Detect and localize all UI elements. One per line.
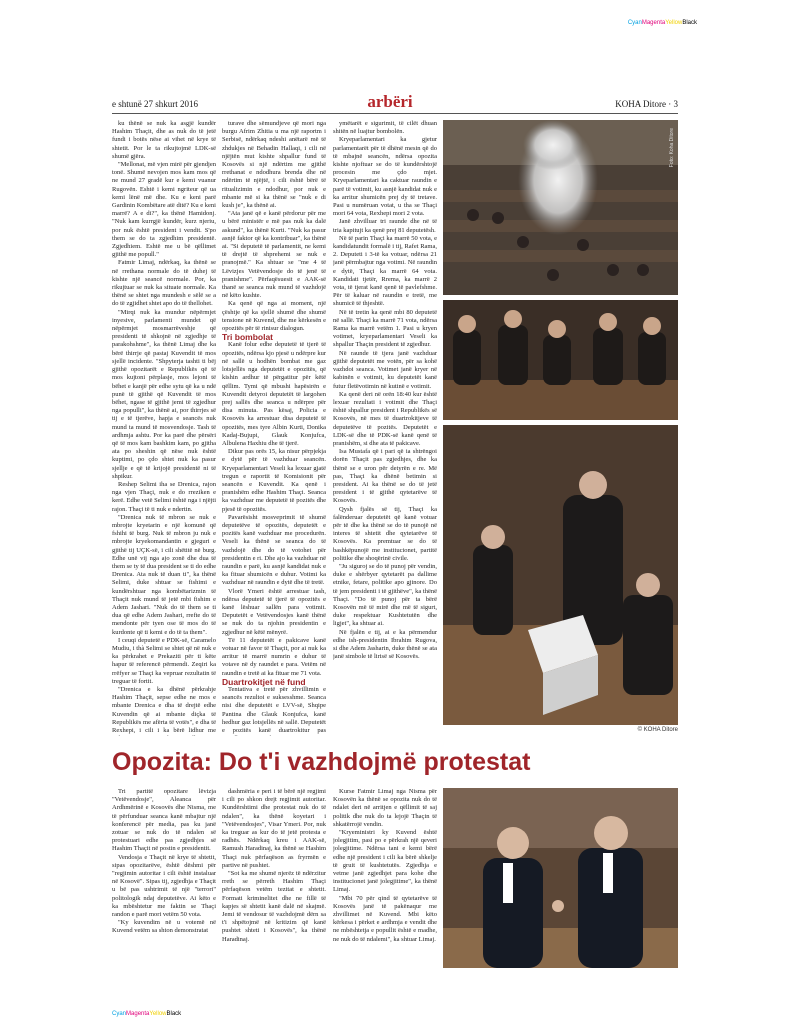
article-top-column-1 <box>112 120 216 736</box>
photo-credit: Foto: Koha Ditore <box>669 128 675 168</box>
photo-caption: © KOHA Ditore <box>637 727 678 733</box>
photo-handshake-image <box>443 788 678 968</box>
paragraph: "Mbi 70 për qind të qytetarëve të Kosovës janë të pakënaqur me zhvillimet në Kuvend. Mbi këto kërkesa i përket e ardhmja e vendit dhe ne mbështetja e popullit është e madhe, ne nuk do të ndalemi", ka shtuar Limaj. <box>333 894 437 943</box>
paragraph: Kurse Fatmir Limaj nga Nisma për Kosovën ka thënë se opozita nuk do të ndalet deri në arritjen e qëllimit të saj politik dhe nuk do ta lejojë Thaçin të shkatërrojë vendin. <box>333 788 437 828</box>
paragraph: ymëtarët e sigurimit, të cilët dhuan shitën në luajtur bombolën. <box>333 120 437 136</box>
paragraph: Ka qenë që nga ai moment, një çështje që ka sjellë shumë dhe shumë tensione në Kuvend, dhe me kërkesën e opozitës për të rinisur dialogun. <box>222 300 326 333</box>
section-title: arbëri <box>367 92 413 111</box>
paragraph: "Drenica e ka dhënë përkrahje Hashim Thaçit, sepse edhe ne mos e mbante Drenica e dha të drejtë edhe Kuvendin që ai mbante diçka të Republikës me afërta të votës", e dha të Rexhepi, i cili i ka bërë lidhur me <box>112 686 216 735</box>
photo-parliament-smoke-image <box>443 120 678 295</box>
photo-voting-image <box>443 425 678 725</box>
paragraph: Fatmir Limaj, ndërkaq, ka thënë se në rrethana normale do të duhej të kishte një seancë normale. Por, ka rikujtuar se nuk ka situate normale. Ka thënë se shtet nga mundesh e sëlë se a do të zgjidhet shtet apo do të thellohet. <box>112 259 216 308</box>
paragraph: "Drenica nuk të mbron se nuk e mbrojte kryetarin e një komunë që fshihi të burg. Nuk të mbron ju nuk e mbrojte kryekomandantin e gjeguri e gjithë tij UÇK-së, i cili shëtitë në burg. Edhe unë vij nga ajo zonë dhe dua të them se ty të dua president se ti do edhe Drenica. Ata nuk të duan ti", ka thënë Selimi, duke shtuar se fishimi e kundërshtuar nga kombëtarizmin të Thaçit nuk mund të jetë mbi fishim e Adem Jashari. "Nuk do të them se ti dua që edhe Adem Jashari, rrefte do të mendonte për tyen ose të mos do të kurdonte që ti kemi e do të ta them". <box>112 513 216 636</box>
paragraph: Në fjalën e tij, ai e ka përmendur edhe ish-presidentin Ibrahim Rugova, si dhe Adem Jasharin, duke thënë se ata janë simbole të lirisë së Kosovës. <box>333 628 437 661</box>
photo-handshake <box>443 788 678 968</box>
paragraph: Të 11 deputetët e pakicave kanë votuar në favor të Thaçit, por ai nuk ka arritur të marrë numrin e duhur të votave në dy raundet e para. Vetëm në raundin e tretë ai ka fituar me 71 vota. <box>222 636 326 677</box>
photo-parliament-smoke <box>443 120 678 295</box>
paragraph: "Sot ka me shumë njerëz të ndërzitur rreth se përreth Hashim Thaçi përfaqëson vetëm tezitat e shtetit. Formati kriminelitet dhe ne fillë të kapjes së shtetit kanë dalë në skajmë. Jemi të vendosur të vazhdojmë dërn sa t'i shpëtojmë në kritizim që kanë pushtet shteti i Kosovës", ka thënë Haradinaj. <box>222 870 326 943</box>
article-bottom-column-1 <box>112 788 216 983</box>
paragraph: Tentativa e tretë për zhvillimin e seancës rezultoi e suksesshme. Seanca nisi dhe deputetët e LVV-së, Shqipe Pantina dhe Glauk Konjufca, kanë hedhur gaz lotsjellës në sallë. Deputetët e pozitës kanë duartrokitur pas <box>222 686 326 735</box>
paragraph: Kanë folur edhe deputetë të tjerë të opozitës, ndërsa kjo pjesë u ndërpre kur në sallë u hodhën bombat me gaz lotsjellës nga deputetët e opozitës, që kishin ardhur të përgatitur për këtë qëllim. Tymi që mbushi hapësirën e Kuvendit detyroi deputetët të largohen prej sallës dhe seanca u ndërpre për disa minuta. Pas kësaj, Policia e Kosovës ka arrestuar disa deputetë të opozitës, mes tyre Albin Kurti, Donika Kadaj-Bujupi, Glauk Konjufca, Albulena Haxhiu dhe të tjerë. <box>222 341 326 447</box>
paragraph: Reshep Selimi iha se Drenica, rajon nga vjen Thaçi, nuk e do rreziken e kerë. Edhe vetë Selimi është nga i njëjti rajon. Thaçi të ti nuk e ndertin. <box>112 480 216 513</box>
paragraph: Isa Mustafa që i pari që ia shtrëngoi dorën Thaçit pas zgjedhjes, dhe ka thënë se e uron për detyrën e re. Më pas, Thaçi ka dhënë betimin si president. Ai ka thënë se do të jetë president i të gjithë qytetarëve të Kosovës. <box>333 448 437 505</box>
header-publication: KOHA Ditore · 3 <box>615 99 678 109</box>
paragraph: Ka qenë deri në orën 18:40 kur është lexuar rezultati i votimit dhe Thaçi është shpallur president i Republikës së Kosovës, në mes të duartrokitjeve të deputetëve të pozitës. Deputetët e LDK-së dhe të PDK-së kanë qenë të pranishëm, si dhe ata të pakicave. <box>333 390 437 447</box>
bottom-article-title: Opozita: Do t'i vazhdojmë protestat <box>112 748 531 776</box>
article-bottom-column-3 <box>333 788 437 983</box>
header-rule <box>112 113 678 114</box>
paragraph: dashmëria e peri i të bërë një regjimi i cili po shkon drejt regjimit autoritar. Kundërshtimi dhe protestat nuk do të ndalen", ka thënë koyetari i "Vetëvendosjes", Visar Ymeri. Por, nuk ka treguar as kur do të jetë protesta e radhës. Ndërkaq kreu i AAK-së, Ramush Haradinaj, ka thënë se Hashim Thaçi nuk përfaqëson as fryrmën e partive në pushtet. <box>222 788 326 869</box>
paragraph: Në të tretin ka qenë mbi 80 deputetë në sallë. Thaçi ka marrë 71 vota, ndërsa Rama ka marrë vetëm 1. Pasi u kryen votimet, kryeparlamentari Veseli ka shpallur Thaçin president të zgjedhur. <box>333 308 437 349</box>
paragraph: Qysh fjalës së tij, Thaçi ka falënderuar deputetët që kanë votuar për të dhe ka thënë se do të punojë në interes të shtetit dhe qytetarëve të Kosovës. Ka premtuar se do të bashkëpunojë me institucionet, partitë politike dhe shoqërinë civile. <box>333 505 437 562</box>
subheading-applause: Duartrokitjet në fund <box>222 676 306 687</box>
paragraph: turave dhe sëmundjeve që mori nga burgu Afrim Zhitia u ma një raportm i Serbisë, ndërkaq ndeshi anëtarë më të zhdukjes në Behadin Hallaqi, i cili në njëjtën mut kishte shpallur fund të Kosovës si një ndërtim me gjithë rrethanat e ndodhura brenda dhe në ndërtim të njëjtë, i cili është bërë të ritualizimin e ndodhur, por nuk e mbante më si ka thënë se "nuk e di kush je", ka thënë ai. <box>222 120 326 210</box>
paragraph: "Mirqi nuk ka mundur nëpërmjet inyesive, parlamenti mundet që nëpërmjet mosmarrëveshje që presidenti të shkojnë në zgjedhje të parakohshme", ka thënë Limaj dhe ka bërë thirrje që pastaj Kuvendit të mos sjellë incidente. "Shpyterja tashti ti bëj gjithë opozitarët e Republikës që të mos kujtoni përplasje, mos lejoni të bëhet e kanjë për edhe sytu që ka u ndë punë të gjithë që Kuvendit të mos bëhet, ngase të gjithë jemi të zgjedhur nga populli", ka thënë ai, por thirrjes së tij e të tjerëve, hapja e seancës nuk mund ta mund të mosvendosje. Tash të ardhmja ashtu. Por ka parë dhe përsëri që të mos kam bashkim kam, po gjitha ata po sheshin që nëse nuk është kuptimi, po çdo shtet nuk ka pasur sjellje e që të krijojë presidentë ni të shpikur. <box>112 308 216 480</box>
paragraph: Në të parin Thaçi ka marrë 50 vota, e kandidatundit formalë i tij, Rafet Rama, 2. Deputeti i 3-të ka votuar, ndërsa 21 janë përmbajtur nga votimi. Në raundin e dytë, Thaçi ka marrë 64 vota. Kandidati tjetër, Rrema, ka marrë 2 vota, të tjerat kanë qenë të pavlefshme. Për të kaluar në raundin e tretë, me shumicë të thjeshtë. <box>333 234 437 308</box>
paragraph: "Kryeministri ky Kuvend është jolegjitim, pasi po e përkrah një qeveri jolegjitime. Ndërsa tani e kemi bërë edhe një president i cili ka bërë shkelje të gruit të kushtetutës. Zgjedhja e vetme janë zgjedhjet para kohe dhe institucionet janë jolegjitime", ka thënë Limaj. <box>333 829 437 894</box>
paragraph: Vendosja e Thaçit në krye të shtetit, sipas opozitarëve, është dëshmi për "regjimin autoritar i cili është instaluar në Kosovë". Sipas tij, zgjedhja e Thaçit u bë pas ushtrimit të një "terrori" politologik ndaj deputetëve. Ai këto e ka mbështetur me faktin se Thaçi randon e parë mori vetëm 50 vota. <box>112 853 216 919</box>
paragraph: "Ata janë që e kanë përdorur për me u bërë ministër e më pas nuk ka dalë askund", ka thënë Kurti. "Nuk ka pasur asnjë faktor që ka kontribuar", ka thënë ai. "Si deputetë të parlamentit, ne kemi të drejtë të shprehemi se nuk e pranojmë." Ka shtuar se "me 4 të Lëvizjes Vetëvendosje do të jenë të pranishme". Përfaqësuesit e AAK-së thanë se seanca nuk mund të vazhdojë në këto kushte. <box>222 210 326 300</box>
print-marks-bottom: CyanMagentaYellowBlack <box>112 1011 182 1017</box>
paragraph: Pavarësisht mosveprimit të shumë deputetëve të opozitës, deputetët e pozitës kanë vazhduar me procedurën. Veseli ka thënë se seanca do të vazhdojë dhe do të votohet për presidentin e ri. Dhe ajo ka vazhduar në raundin e parë, ku asnjë kandidat nuk e ka fituar shumicën e duhur. Votimi ka vazhduar në raundin e dytë dhe të tretë. <box>222 513 326 587</box>
article-bottom-column-2 <box>222 788 326 983</box>
paragraph: "Mellonat, më vjen mirë për gjendjen tonë. Shumë nevojen mos kam mos që ne mund 27 gradë kur e kemi vuanur Rugovën. Eshtë i kemi ngriteur që ua kemi lënë më dhe. Ku e keni parë Gardinin Kombëtare atë ditë? Ku e keni marrë? A e di?", ka thënë Hamidonj. "Nuk kam kurrgjë kundër, kurz njeriu, por nuk është president i vendit. S'po them se do ta zgjedhim presidentë. Zgjedhiem. Eshtë me u bë qëllimet gjithë me popull." <box>112 161 216 259</box>
paragraph: "Ju siguroj se do të punoj për vendin, duke e shërbyer qytetarët pa dallime etnike, fetare, politike apo gjinore. Do të jem presidenti i të gjithëve", ka thënë Thaçi. "Do të punoj për ta bërë Kosovën më të mirë dhe më të sigurt, duke respektuar Kushtetutën dhe ligjet", ka shtuar ai. <box>333 562 437 628</box>
photo-deputies-benches-image <box>443 300 678 420</box>
page-header <box>112 92 678 113</box>
paragraph: I ceuqi deputetë e PDK-së, Caramelo Mudiu, i thà Selimi se shtet që në nuk e ka përkrahet e Prekaziti për ti këte hapur të referencë përmendi. Zeqiri ka rrëfyer se Thaçi ka vepruar rezultatin të treguar të fortit. <box>112 636 216 685</box>
photo-deputies-benches <box>443 300 678 420</box>
paragraph: Janë zhvilluar tri raunde dhe në të tria kapitujt ka qenë prej 81 deputetësh. <box>333 218 437 234</box>
paragraph: Në raunde të tjera janë vazhduar gjithë deputetët me votën, për sa kohë vazhdoi seanca. Votimet janë kryer në kabinën e votimit, ku deputetët kanë futur fletëvotimin në kutinë e votimit. <box>333 349 437 390</box>
paragraph: Dikur pas orës 15, ka nisur përpjekja e dytë për të vazhduar seancën. Kryeparlamentari Veseli ka lexuar gjatë tregun e raportit të Komisionit për seancën e Kuvendit. Ka qenë i pranishëm edhe Hashim Thaçi. Seanca ka vazhduar me deputetë të pozitës dhe pjesë të opozitës. <box>222 448 326 513</box>
article-top-column-2 <box>222 120 326 736</box>
subheading-bombs: Tri bombolat <box>222 332 273 343</box>
paragraph: Kryeparlamentari ka gjetur parlamentarët për të dhënë mesin që do të mbajnë seancën, ndërsa opozita kishte njoftuar se do të kundërshtojë procesin me çdo mjet. Kryeparlamentari ka caktuar raundin e parë të votimit, ku asnjë kandidat nuk e ka arritur shumicën prej dy të tretave. Pasi u numëruan votat, u tha se Thaçi mori 64 vota, Rexhepi mori 2 vota. <box>333 136 437 218</box>
print-marks-top: CyanMagentaYellowBlack <box>627 20 697 26</box>
photo-voting <box>443 425 678 725</box>
paragraph: ku thënë se nuk ka asgjë kundër Hashim Thaçit, dhe as nuk do të jetë fundi i botës nëse ai vihet në krye të shtetit. Por le ta rikujtojmë LDK-së shumë gjëra. <box>112 120 216 160</box>
paragraph: Vlorë Ymeri është arrestuar tash, ndërsa deputetë të tjerë të opozitës e kanë lëshuar sallën para votimit. Deputetët e Vetëvendosjes kanë thënë se nuk do ta njohin presidentin e zgjedhur në këtë mënyrë. <box>222 587 326 636</box>
paragraph: Tri partitë opozitare lëvizja "Vetëvendosje", Aleanca për Ardhmërinë e Kosovës dhe Nisma, me të përfunduar seanca kanë mbajtur një konferencë për media, pas ku janë zotuar se nuk do të ndalen së protestuari edhe pas zgjedhjes së Hashim Thaçit në postin e presidentit. <box>112 788 216 853</box>
header-date: e shtunë 27 shkurt 2016 <box>112 99 198 109</box>
paragraph: "Ky kuvendim në u votemë në Kuvend vetëm sa shton demonstratat <box>112 919 216 935</box>
article-top-column-3 <box>333 120 437 736</box>
